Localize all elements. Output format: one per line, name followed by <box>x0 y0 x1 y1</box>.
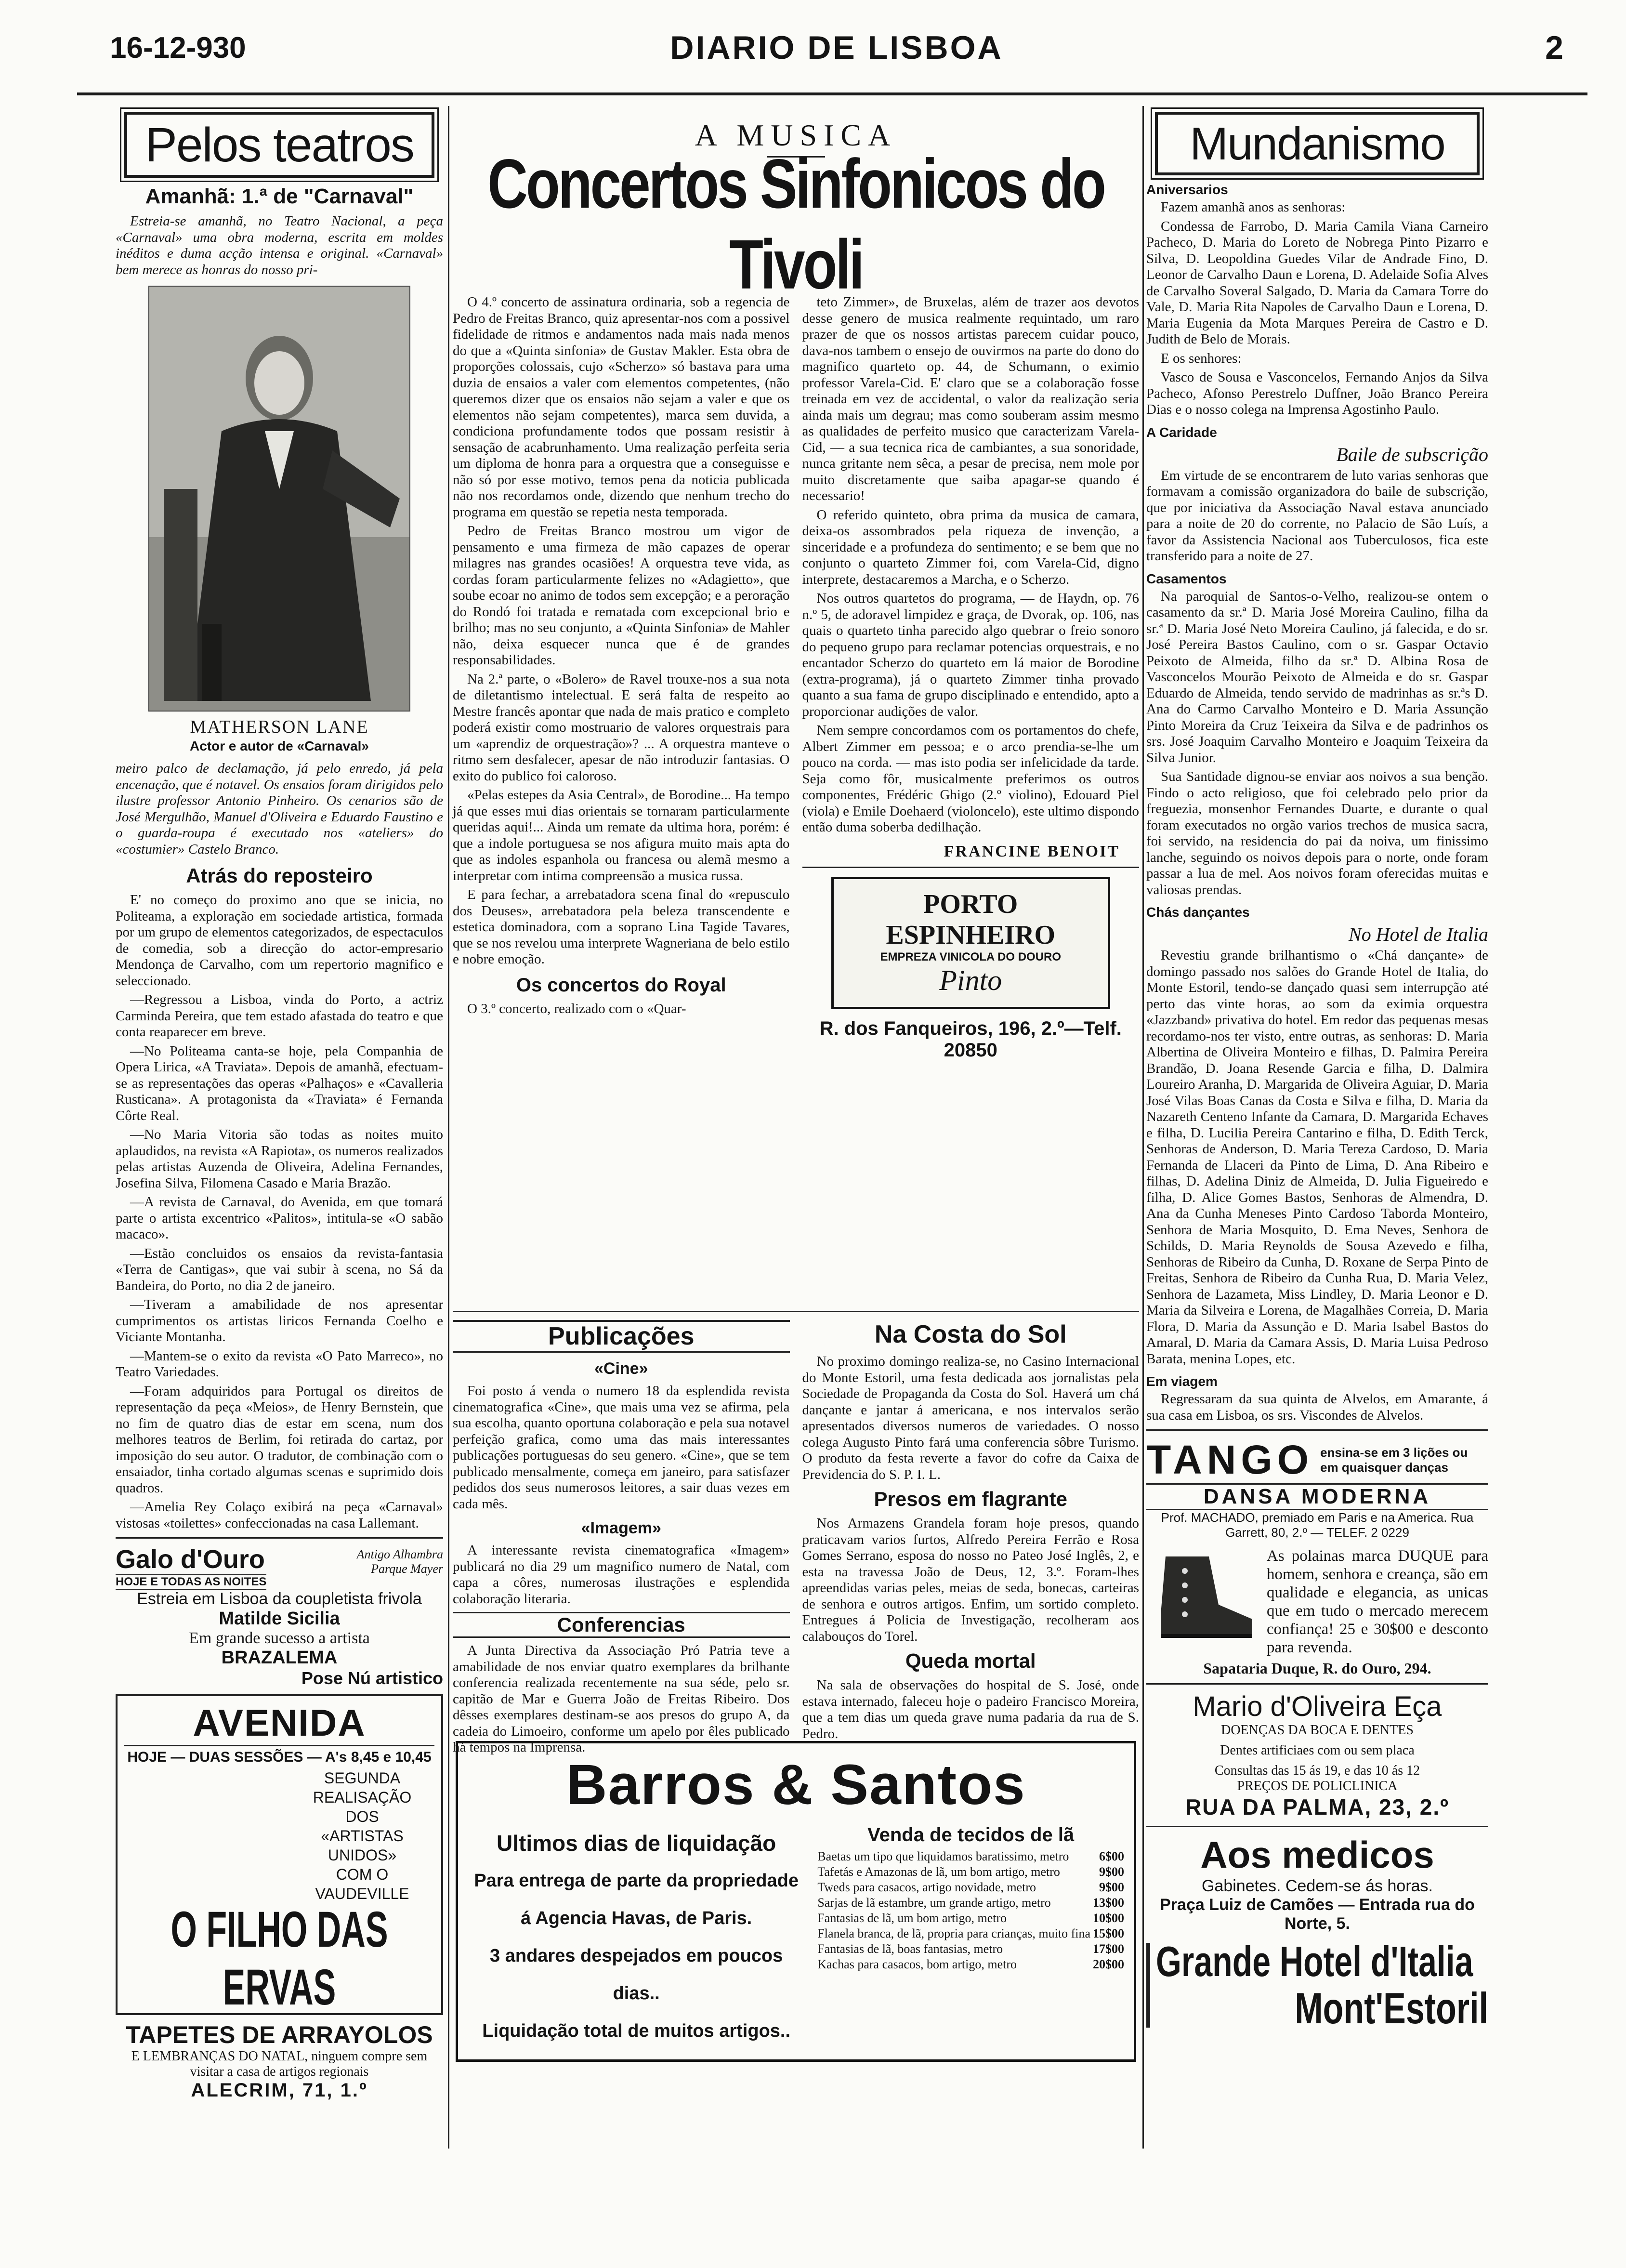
music-article-paragraph: E para fechar, a arrebatadora scena final do «repusculo dos Deuses», arrebatadora pela beleza transcendente e estetica dominadora, com a soprano Lina Tagide Tavares, que se nos revelou uma interprete Wagneriana de belo estilo e nobre emoção. <box>453 887 790 967</box>
ad-avenida-line: DOS <box>345 1808 379 1825</box>
ad-avenida <box>116 1694 443 2015</box>
newspaper-title: DIARIO DE LISBOA <box>670 29 1003 66</box>
column-divider <box>448 106 449 2149</box>
price-value: 15$00 <box>1093 1926 1124 1940</box>
page-number: 2 <box>1545 29 1563 66</box>
divider <box>453 1311 1139 1312</box>
header-rule <box>77 92 1587 95</box>
anniversaries-text-2: Vasco de Sousa e Vasconcelos, Fernando Anjos da Silva Pacheco, Afonso Perestrelo Duffner, João Branco Pereira Dias e o nosso colega na Imprensa Agostinho Paulo. <box>1146 369 1488 417</box>
gaiter-icon <box>1146 1547 1262 1643</box>
headline-carnaval: Amanhã: 1.ª de "Carnaval" <box>145 185 414 208</box>
divider <box>802 867 1140 868</box>
travel-head: Em viagem <box>1146 1374 1218 1389</box>
price-item: Baetas um tipo que liquidamos baratissimo, metro <box>817 1849 1069 1863</box>
ad-dentist-line: Consultas das 15 ás 19, e das 10 ás 12 <box>1214 1763 1420 1778</box>
price-item: Tweds para casacos, artigo novidade, metro <box>817 1880 1036 1894</box>
ad-barros-line: Liquidação total de muitos artigos.. <box>482 2021 791 2041</box>
ad-barros-title: Barros & Santos <box>566 1753 1026 1817</box>
price-row <box>817 1911 1124 1926</box>
ad-galo-line-1: Estreia em Lisboa da coupletista frivola <box>137 1590 422 1608</box>
theatre-column <box>116 106 443 2168</box>
cine-text: Foi posto á venda o numero 18 da esplendida revista cinematografica «Cine», que mais uma vez se afirma, pela sua escolha, quanto oportuna colaboração e pela sua notavel perfeição grafica, como uma das mais interessantes publicações portuguesas do seu genero. «Cine», que se tem publicado mensalmente, começa em janeiro, para satisfazer pedidos dos seus numerosos leitores, a sair duas vezes em cada mês. <box>453 1383 790 1512</box>
price-row <box>817 1895 1124 1911</box>
ad-avenida-line: REALISAÇÃO <box>313 1789 412 1806</box>
ad-barros-line: 3 andares despejados em poucos dias.. <box>490 1946 783 2004</box>
theatre-news-paragraph: E' no começo do proximo ano que se inicia, no Politeama, a exploração em sociedade artistica, formada por um grupo de elementos categorizados, de espectaculos de comedia, sob a direcção do actor-empresario Mendonça de Carvalho, com um repertorio magnifico e seleccionado. <box>116 892 443 989</box>
ad-galo-line-3: Em grande sucesso a artista <box>189 1629 370 1647</box>
price-value: 20$00 <box>1093 1957 1124 1971</box>
ad-avenida-line: SEGUNDA <box>324 1769 401 1787</box>
price-row <box>817 1864 1124 1880</box>
conferences-title: Conferencias <box>453 1612 790 1638</box>
music-article-paragraph: Nem sempre concordamos com os portamentos do chefe, Albert Zimmer em pessoa; e o arco prendia-se-lhe um pouco na corda. — mas isto podia ser infelicidade da tarde. Seja como fôr, musicalmente preferimos os outros componentes, Frédéric Ghigo (2.º violino), Edouard Piel (viola) e Emile Doehaerd (violoncelo), este ultimo dispondo então duma soberba dedilhação. <box>802 723 1139 835</box>
price-row <box>817 1849 1124 1864</box>
music-article-paragraph: «Pelas estepes da Asia Central», de Borodine... Ha tempo já que esses mui dias orientais se tornaram particularmente queridas aqui!... Ainda um remate da ultima hora, porém: é que a indole portuguesa se nos afigura muito mais apta do que as indoles espanhola ou francesa ou alemã mesmo a interpretar com intima compreensão a musica russa. <box>453 787 790 883</box>
ad-doctors-line: Gabinetes. Cedem-se ás horas. <box>1201 1877 1433 1895</box>
photo-caption: MATHERSON LANE <box>190 717 369 737</box>
price-value: 6$00 <box>1099 1849 1124 1863</box>
divider <box>1146 1826 1488 1827</box>
masthead <box>110 27 1563 71</box>
ad-porto-espinheiro <box>831 877 1111 1009</box>
theatre-news-paragraph: —Estão concluidos os ensaios da revista-fantasia «Terra de Cantigas», que vai subir à scena, no Sá da Bandeira, do Porto, no dia 2 de janeiro. <box>116 1245 443 1293</box>
ad-dentist-line: Dentes artificiaes com ou sem placa <box>1220 1743 1415 1758</box>
costa-sol-text: No proximo domingo realiza-se, no Casino Internacional do Monte Estoril, uma festa dedicada aos jornalistas pela Sociedade de Propaganda da Costa do Sol. Haverá um chá dançante e jantar á americana, e nos intervalos serão apresentados diversos numeros de variedades. O nosso colega Augusto Pinto fará uma conferencia sôbre Turismo. O produto da festa reverte a favor do cofre da Caixa de Previdencia do S. P. I. L. <box>802 1354 1139 1482</box>
price-row <box>817 1880 1124 1895</box>
price-value: 13$00 <box>1093 1896 1124 1910</box>
queda-title: Queda mortal <box>905 1649 1036 1672</box>
price-row <box>817 1957 1124 1972</box>
ad-avenida-line: VAUDEVILLE <box>315 1885 409 1902</box>
theatre-news-paragraph: —Mantem-se o exito da revista «O Pato Marreco», no Teatro Variedades. <box>116 1348 443 1380</box>
ad-galo-side-1: Antigo Alhambra <box>356 1547 443 1561</box>
price-value: 10$00 <box>1093 1911 1124 1925</box>
subhead-royal: Os concertos do Royal <box>516 974 726 996</box>
weddings-text: Na paroquial de Santos-o-Velho, realizou-se ontem o casamento da sr.ª D. Maria José Moreira Caulino, filha da sr.ª D. Maria José Neto Moreira Caulino, já falecida, e do sr. José Pereira Bastos Caulino, com o sr. Gaspar Octavio Peixoto de Almeida, filho da sr.ª D. Albina Rosa de Vasconcelos Mourão Peixoto de Almeida e do sr. Gaspar Eduardo de Almeida, tendo servido de madrinhas as sr.ªs D. Ana do Carmo Carvalho Monteiro e D. Maria Assunção Pinto Moreira da Cruz Teixeira da Silva e de padrinhos os srs. José Joaquim Carvalho Monteiro e Joaquim Teixeira da Silva Junior. <box>1146 588 1488 765</box>
ad-tango-subtitle: DANSA MODERNA <box>1146 1483 1488 1510</box>
price-item: Fantasias de lã, boas fantasias, metro <box>817 1942 1003 1956</box>
publications-title: Publicações <box>453 1320 790 1353</box>
column-divider <box>1142 106 1144 2149</box>
actor-portrait-image <box>149 287 409 711</box>
price-item: Sarjas de lã estambre, um grande artigo, metro <box>817 1896 1051 1910</box>
ad-polainas-shop: Sapataria Duque, R. do Ouro, 294. <box>1203 1660 1431 1677</box>
ad-doctors-line: Praça Luiz de Camões — Entrada rua do Norte, 5. <box>1160 1896 1475 1933</box>
price-value: 9$00 <box>1099 1865 1124 1879</box>
price-row <box>817 1941 1124 1957</box>
ad-barros-price-title: Venda de tecidos de lã <box>867 1824 1075 1846</box>
conferences-text: A Junta Directiva da Associação Pró Patria teve a amabilidade de nos enviar quatro exemplares da brilhante conferencia realizada recentemente na sua séde, pelo sr. capitão de Mar e Guerra João de Freitas Ribeiro. Dos dêsses exemplares destinam-se aos presos do grupo A, da cadeia do Limoeiro, conforme um apelo por êles publicado há tempos na Imprensa. <box>453 1643 790 1755</box>
ad-porto-sign: Pinto <box>939 964 1002 996</box>
ad-galo-line-2: Matilde Sicilia <box>219 1609 340 1629</box>
article-intro-continued: meiro palco de declamação, já pelo enredo, já pela encenação, que é notavel. Os ensaios foram dirigidos pelo ilustre professor Antonio Pinheiro. Os cenarios são de José Mergulhão, Manuel d'Oliveira e Eduardo Faustino e o guarda-roupa é executado nos «ateliers» do «costumier» Castelo Branco. <box>116 761 443 857</box>
music-article-paragraph: Na 2.ª parte, o «Bolero» de Ravel trouxe-nos a sua nota de diletantismo intelectual. E será falta de respeito ao Mestre francês apontar que nada de mais pratico e completo poderá existir como mostruario de valores orquestrais para um «aprendiz de orquestração»? ... A orquestra manteve o ritmo sem desfalecer, apesar de não introduzir fantasias. O exito do publico foi caloroso. <box>453 671 790 784</box>
ad-barros-line: á Agencia Havas, de Paris. <box>521 1908 752 1928</box>
ad-galo-douro <box>116 1544 443 1688</box>
ad-tango <box>1146 1437 1488 1540</box>
society-column <box>1146 106 1488 2168</box>
weddings-head: Casamentos <box>1146 571 1227 586</box>
ad-avenida-sessions: HOJE — DUAS SESSÕES — A's 8,45 e 10,45 <box>127 1749 432 1765</box>
price-item: Fantasias de lã, um bom artigo, metro <box>817 1911 1007 1925</box>
ad-dentist-specialty: DOENÇAS DA BOCA E DENTES <box>1221 1723 1414 1738</box>
weddings-text-2: Sua Santidade dignou-se enviar aos noivos a sua benção. Findo o acto religioso, que foi celebrado pelo prior da freguezia, monsenhor Fernandes Duarte, e durante o qual foram executados no orgão varios trechos de musica sacra, foi servido, na residencia do pai da noiva, um finissimo lanche, seguindo os noivos depois para o norte, onde foram passar a lua de mel. Aos noivos foram oferecidas muitas e valiosas prendas. <box>1146 769 1488 897</box>
travel-text: Regressaram da sua quinta de Alvelos, em Amarante, á sua casa em Lisboa, os srs. Viscondes de Alvelos. <box>1146 1391 1488 1423</box>
divider <box>1146 1429 1488 1431</box>
theatre-news-paragraph: —Regressou a Lisboa, vinda do Porto, a actriz Carminda Pereira, que tem estado afastada do teatro e que conta reaparecer em breve. <box>116 992 443 1040</box>
ad-galo-title: Galo d'Ouro <box>116 1545 265 1574</box>
ad-porto-name: PORTO ESPINHEIRO <box>886 889 1056 950</box>
ad-dentist-line: PREÇOS DE POLICLINICA <box>1237 1779 1398 1793</box>
costa-sol-title: Na Costa do Sol <box>874 1320 1067 1348</box>
divider <box>1146 1683 1488 1685</box>
price-item: Kachas para casacos, bom artigo, metro <box>817 1957 1017 1971</box>
subhead-reposteiro: Atrás do reposteiro <box>186 864 373 887</box>
ad-hotel-title: Grande Hotel d'Italia <box>1156 1938 1473 1986</box>
ad-dentist-address: RUA DA PALMA, 23, 2.º <box>1185 1794 1449 1820</box>
ad-avenida-title: AVENIDA <box>124 1701 434 1746</box>
anniversaries-text: Condessa de Farrobo, D. Maria Camila Viana Carneiro Pacheco, D. Maria do Loreto de Nobrega Pinto Pizarro e Silva, D. Leopoldina Guedes Vilar de Andrade Fino, D. Leonor de Carvalho Daun e Lorena, D. Adelaide Sofia Alves de Carvalho Soveral Salgado, D. Maria da Camara Torre do Vale, D. Maria Rita Napoles de Carvalho Daun e Lorena, D. Maria Eugenia da Mota Marques Pereira de Castro e D. Judith de Belo de Morais. <box>1146 218 1488 347</box>
ad-avenida-line: UNIDOS» <box>328 1846 397 1864</box>
ball-head: Baile de subscrição <box>1336 443 1488 465</box>
imagem-title: «Imagem» <box>581 1519 661 1537</box>
price-value: 9$00 <box>1099 1880 1124 1894</box>
section-title-society: Mundanismo <box>1155 112 1480 175</box>
price-item: Flanela branca, de lã, propria para crianças, muito fina <box>817 1926 1091 1940</box>
music-article-paragraph: Nos outros quartetos do programa, — de Haydn, op. 76 n.º 5, de adoravel limpidez e graça, de Dvorak, op. 106, nas quais o quarteto tinha parecido algo quebrar o freio sonoro do pequeno grupo para reclamar potencias orquestrais, e no encantador Scherzo do quarteto em lá maior de Borodine (extra-programa), já o quarteto Zimmer tinha provado quanto a sua fama de grupo disciplinado e entendido, apto a proporcionar audições de valor. <box>802 591 1139 719</box>
queda-text: Na sala de observações do hospital de S. José, onde estava internado, faleceu hoje o padeiro Francisco Moreira, que a tem dias um queda grave numa padaria da rua de S. Pedro. <box>802 1677 1139 1741</box>
theatre-news-paragraph: —No Politeama canta-se hoje, pela Companhia de Opera Lirica, «A Traviata». Depois de amanhã, efectuam-se as representações das operas «Palhaços» e «Cavalleria Rusticana». A protagonista da «Traviata» é Fernanda Côrte Real. <box>116 1043 443 1123</box>
ad-galo-line-5: Pose Nú artistico <box>301 1668 443 1688</box>
ad-porto-sub: EMPREZA VINICOLA DO DOURO <box>880 950 1062 963</box>
music-article-paragraph: teto Zimmer», de Bruxelas, além de trazer aos devotos desse genero de musica realmente requintado, um raro prazer de que os nossos artistas parecem cuidar pouco, dava-nos tambem o ensejo de ouvirmos na parte do dono do magnifico quarteto op. 44, de Schumann, o eximio professor Varela-Cid. E' claro que se a colaboração fosse treinada em vez de accidental, o valor da realização seria ainda mais um degrau; mas como souberam assim mesmo as qualidades de perfeito musico que caracterizam Varela-Cid, — a sua tecnica rica de cambiantes, a sua sonoridade, nunca gritante nem sêca, a pesar de precisa, nem mole por muito discretamente que saiba apagar-se quando é necessario! <box>802 294 1139 503</box>
anniversaries-intro: Fazem amanhã anos as senhoras: <box>1161 199 1346 215</box>
hotel-italia-head: No Hotel de Italia <box>1349 923 1488 945</box>
ad-dentist-name: Mario d'Oliveira Eça <box>1193 1691 1442 1722</box>
ad-tapetes-address: ALECRIM, 71, 1.º <box>191 2080 368 2101</box>
ad-barros-santos <box>456 1741 1136 2062</box>
ad-polainas <box>1146 1547 1488 1660</box>
anniversaries-head: Aniversarios <box>1146 182 1228 197</box>
ad-tango-address: Prof. MACHADO, premiado em Paris e na America. Rua Garrett, 80, 2.º — TELEF. 2 0229 <box>1161 1510 1474 1540</box>
ad-porto-address: R. dos Fanqueiros, 196, 2.º—Telf. 20850 <box>819 1017 1122 1061</box>
ad-galo-subtitle: HOJE E TODAS AS NOITES <box>116 1574 266 1590</box>
price-item: Tafetás e Amazonas de lã, um bom artigo, metro <box>817 1865 1060 1879</box>
price-row <box>817 1926 1124 1941</box>
presos-title: Presos em flagrante <box>874 1488 1067 1510</box>
ad-avenida-film: O FILHO DAS ERVAS <box>170 1901 388 2016</box>
music-article-paragraph: O 4.º concerto de assinatura ordinaria, sob a regencia de Pedro de Freitas Branco, quiz apresentar-nos com a possivel fidelidade de ritmos e andamentos nada mais nada menos do que a «Quinta sinfonia» de Gustav Makler. Esta obra de proporções colossais, cujo «Scherzo» só bastava para uma duzia de ensaios a valer com elementos competentes, (não queremos dizer que os ensaios não sejam a valer e que os elementos não sejam competentes), marca sem duvida, a condiciona profundamente todos que possam resistir à sensação de acabrunhamento. Uma realização perfeita seria um diploma de honra para a orquestra que a conseguisse e não só por esse motivo, temos pena da noticia publicada não nos recordamos onde, dizendo que nenhum trecho do programa em questão se repetia nesta temporada. <box>453 294 790 520</box>
music-article-paragraph: O 3.º concerto, realizado com o «Quar- <box>467 1001 686 1016</box>
ad-hotel-italia <box>1146 1938 1488 2033</box>
actor-photo <box>148 286 410 712</box>
hotel-italia-text: Revestiu grande brilhantismo o «Chá dançante» de domingo passado nos salões do Grande Hotel de Italia, do Monte Estoril, tendo-se dançado quasi sem interrupção até perto das vinte horas, ao som da eximia orquestra «Jazzband» privativa do hotel. Em redor das pequenas mesas recordamo-nos ter visto, entre outras, as senhoras: D. Maria Albertina de Oliveira Monteiro e filhas, D. Palmira Pereira Brandão, D. Joana Resende Garcia e filha, D. Dalmira Loureiro Aranha, D. Margarida de Oliveira Aguiar, D. Maria José Vilas Boas Canas da Costa e Silva e filha, D. Maria da Nazareth Centeno Infante da Camara, D. Margarida Echaves e filha, D. Lucilia Pereira Cantarino e filha, D. Edith Terck, Senhoras de Anderson, D. Maria Tereza Cardoso, D. Maria Fernanda de Llaceri da Pinto de Lima, D. Ana Ribeiro e filhas, D. Adelina Diniz de Almeida, D. Julia Figueiredo e filha, D. Alice Gomes Bastos, Senhoras de Almendra, D. Ana da Cunha Meneses Pinto Cardoso Taborda Monteiro, Senhora de Maria Mosquito, D. Ema Neves, Senhora de Schilds, D. Maria Reynolds de Sousa Azevedo e filha, Senhoras de Ribeiro da Cunha, D. Roxane de Serpa Pinto de Freitas, Senhora de Ribeiro da Cunha Rua, D. Maria Velez, Senhora de Lazameta, Miss Lindley, D. Maria Leonor e D. Maria da Silveira e Lorena, de Magalhães Correia, D. Maria Flora, D. Maria da Assunção e D. Maria Isabel Bastos do Amaral, D. Maria da Camara Assis, D. Maria Luisa Pedroso Barata, menina Lopes, etc. <box>1146 948 1488 1367</box>
section-title-theatres: Pelos teatros <box>124 112 434 178</box>
ad-tapetes-title: TAPETES DE ARRAYOLOS <box>126 2021 433 2048</box>
music-article-paragraph: Pedro de Freitas Branco mostrou um vigor de pensamento e uma firmeza de mão capazes de operar milagres nas grandes ocasiões! A orquestra teve vida, as cordas foram particularmente felizes no «Adagietto», que soube ecoar no animo de todos sem excepção; e a peroração do Rondó foi tratada e rematada com excepcional brio e brilho; mas no seu conjunto, a «Quinta Sinfonia» de Mahler não, deixa esquecer nunca que é de grandes responsabilidades. <box>453 523 790 668</box>
music-article-paragraph: O referido quinteto, obra prima da musica de camara, deixa-os assombrados pela riqueza de invenção, a sinceridade e a profundeza do sentimento; e se bem que no conjunto o quarteto Zimmer foi, com Varela-Cid, digno interprete, destacaremos a Marcha, e o Scherzo. <box>802 507 1139 587</box>
photo-subcaption: Actor e autor de «Carnaval» <box>190 738 369 753</box>
ad-barros-line: Para entrega de parte da propriedade <box>474 1871 799 1891</box>
price-value: 17$00 <box>1093 1942 1124 1956</box>
headline-concertos: Concertos Sinfonicos do Tivoli <box>487 145 1104 303</box>
issue-date: 16-12-930 <box>110 31 246 65</box>
theatre-news-paragraph: —No Maria Vitoria são todas as noites muito aplaudidos, na revista «A Rapiota», os numeros realizados pelas artistas Auzenda de Oliveira, Adelina Fernandes, Josefina Silva, Filomena Casado e Maria Brazão. <box>116 1127 443 1191</box>
theatre-news-paragraph: —Amelia Rey Colaço exibirá na peça «Carnaval» vistosas «toilettes» confeccionadas na casa Lallemant. <box>116 1499 443 1531</box>
imagem-text: A interessante revista cinematografica «Imagem» publicará no dia 29 um magnifico numero de Natal, com capa a côres, numerosas ilustrações e esplendida colaboração literaria. <box>453 1543 790 1607</box>
ad-barros-line: Ultimos dias de liquidação <box>497 1831 776 1856</box>
author-signature: FRANCINE BENOIT <box>944 842 1120 860</box>
ad-galo-side-2: Parque Mayer <box>371 1562 443 1576</box>
presos-text: Nos Armazens Grandela foram hoje presos, quando praticavam varios furtos, Alfredo Pereira Ferrão e Rosa Gomes Serrano, esposa do nosso no Pateo José Inglês, 2, e esta na travessa João de Deus, 12, 3.º. Foram-lhes apreendidas varias peles, meias de seda, bonecas, carteiras de senhora e outros artigos. Enfim, um sortido completo. Entregues á Policia de Investigação, recolheram aos calabouços do Torel. <box>802 1516 1139 1644</box>
ad-polainas-text: As polainas marca DUQUE para homem, senhora e creança, são em qualidade e elegancia, as unicas que em tudo o mercado merecem confiança! 25 e 30$00 e desconto para revenda. <box>1267 1547 1488 1656</box>
charity-head: A Caridade <box>1146 424 1217 440</box>
ad-tapetes-line: E LEMBRANÇAS DO NATAL, ninguem compre sem visitar a casa de artigos regionais <box>131 2049 428 2079</box>
theatre-news-paragraph: —A revista de Carnaval, do Avenida, em que tomará parte o artista excentrico «Palitos», intitula-se «O sabão macaco». <box>116 1194 443 1242</box>
ball-text: Em virtude de se encontrarem de luto varias senhoras que formavam a comissão organizadora do baile de subscrição, que por iniciativa da Associação Naval estava anunciado para a noite de 20 do corrente, no Palacio de São Luís, a favor da Assistencia Nacional aos Tuberculosos, fica este transferido para a noite de 27. <box>1146 467 1488 564</box>
theatre-news-paragraph: —Tiveram a amabilidade de nos apresentar cumprimentos os artistas liricos Fernanda Coelho e Viciante Montanha. <box>116 1297 443 1345</box>
anniversaries-intro-2: E os senhores: <box>1161 350 1242 366</box>
ad-hotel-subtitle: Mont'Estoril <box>1295 1984 1488 2033</box>
article-intro: Estreia-se amanhã, no Teatro Nacional, a peça «Carnaval» uma obra moderna, escrita em moldes inéditos e duma acção intensa e original. «Carnaval» bem merece as honras do nosso pri- <box>116 213 443 277</box>
tea-dances-head: Chás dançantes <box>1146 905 1250 920</box>
section-title-music: A MUSICA <box>695 118 897 152</box>
ad-avenida-line: «ARTISTAS <box>321 1827 404 1845</box>
music-column <box>453 106 1139 2168</box>
theatre-news-paragraph: —Foram adquiridos para Portugal os direitos de representação da peça «Meios», de Henry Bernstein, que no fim de quatro dias de estar em scena, num dos melhores teatros de Berlim, foi retirada do cartaz, por imposição do seu autor. O tradutor, de combinação com o ensaiador, tinha cortado algumas scenas e suprimido dois quadros. <box>116 1383 443 1496</box>
ad-galo-line-4: BRAZALEMA <box>221 1648 338 1668</box>
ad-tango-title: TANGO <box>1146 1437 1314 1482</box>
ad-doctors-title: Aos medicos <box>1200 1833 1434 1876</box>
cine-title: «Cine» <box>594 1359 648 1378</box>
ad-tango-side: ensina-se em 3 lições ou em quaisquer danças <box>1320 1445 1468 1475</box>
ad-avenida-line: COM O <box>336 1866 389 1883</box>
divider <box>116 1537 443 1539</box>
